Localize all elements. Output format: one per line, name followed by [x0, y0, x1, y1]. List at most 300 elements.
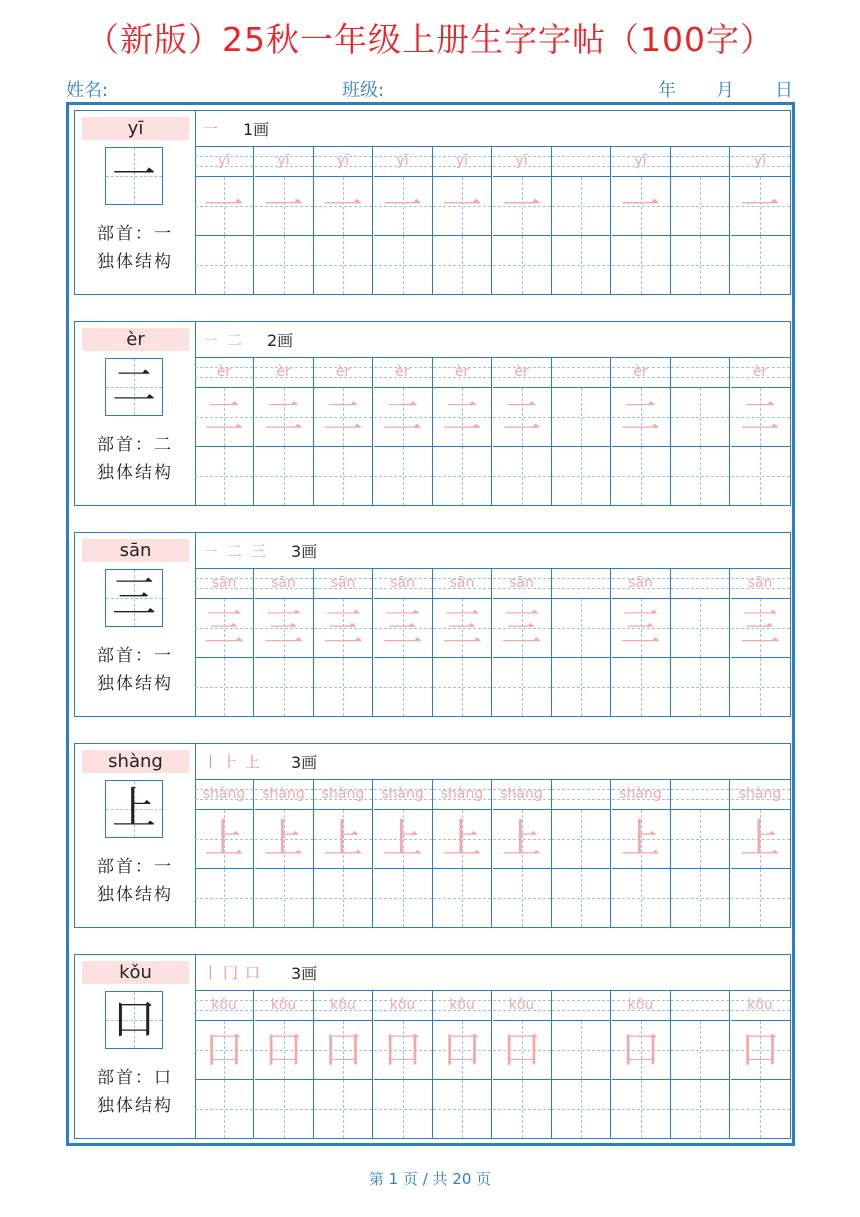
writing-cell[interactable]: [552, 599, 611, 658]
trace-pinyin: sān: [747, 575, 773, 591]
structure-label: 独体结构: [97, 252, 173, 272]
blank-writing-cell[interactable]: [612, 869, 671, 927]
pinyin-label: sān: [82, 539, 189, 562]
writing-cell[interactable]: [195, 1021, 254, 1080]
pinyin-cell[interactable]: [612, 780, 671, 810]
character-info: [75, 533, 196, 716]
trace-character: 口: [204, 1027, 244, 1073]
blank-writing-cell[interactable]: [255, 447, 314, 505]
pinyin-cell[interactable]: [552, 780, 611, 810]
pinyin-cell[interactable]: [433, 991, 492, 1021]
stroke-sequence: [203, 540, 277, 561]
writing-cell[interactable]: [493, 810, 552, 869]
stroke-step: 口: [245, 964, 261, 982]
trace-pinyin: sān: [449, 575, 475, 591]
pinyin-cell[interactable]: [671, 991, 730, 1021]
trace-pinyin: kǒu: [211, 997, 237, 1013]
character-block: [74, 954, 791, 1139]
pinyin-cell[interactable]: [255, 147, 314, 177]
writing-cell[interactable]: [374, 599, 433, 658]
radical-label: 部首：一: [97, 224, 173, 244]
model-character: 上: [112, 783, 156, 834]
stroke-order-row: [195, 111, 790, 147]
page-title: （新版）25秋一年级上册生字字帖（100字）: [86, 20, 774, 59]
trace-character: 二: [740, 394, 780, 440]
writing-cell[interactable]: [433, 1021, 492, 1080]
trace-character: 一: [620, 183, 661, 229]
radical-label: 部首：一: [97, 646, 173, 666]
blank-writing-cell[interactable]: [552, 658, 611, 716]
blank-writing-cell[interactable]: [731, 658, 790, 716]
model-character: 二: [112, 361, 156, 412]
writing-cell[interactable]: [195, 810, 254, 869]
blank-writing-cell[interactable]: [433, 1080, 492, 1138]
trace-pinyin: shàng: [262, 786, 305, 802]
blank-writing-cell[interactable]: [493, 869, 552, 927]
model-character: 三: [112, 572, 156, 623]
pinyin-cell[interactable]: [374, 147, 433, 177]
class-label: 班级:: [342, 80, 385, 101]
blank-writing-cell[interactable]: [671, 1080, 730, 1138]
blank-writing-cell[interactable]: [255, 236, 314, 294]
blank-writing-cell[interactable]: [671, 658, 730, 716]
stroke-step: ⺊: [223, 753, 239, 771]
blank-writing-cell[interactable]: [612, 658, 671, 716]
pinyin-cell[interactable]: [612, 569, 671, 599]
radical-label: 部首：二: [97, 435, 173, 455]
pinyin-cell[interactable]: [314, 569, 373, 599]
trace-character: 三: [740, 605, 780, 651]
blank-writing-cell[interactable]: [374, 236, 433, 294]
pinyin-cell[interactable]: [255, 358, 314, 388]
trace-character: 二: [382, 394, 423, 440]
blank-writing-cell[interactable]: [314, 1080, 373, 1138]
writing-grid: [195, 991, 790, 1138]
blank-writing-cell[interactable]: [552, 1080, 611, 1138]
pinyin-cell[interactable]: [374, 358, 433, 388]
stroke-sequence: [203, 751, 271, 772]
blank-writing-cell[interactable]: [314, 658, 373, 716]
month-label: 月: [716, 80, 734, 101]
trace-pinyin: yī: [396, 153, 409, 169]
writing-cell[interactable]: [671, 1021, 730, 1080]
writing-cell[interactable]: [433, 177, 492, 236]
pinyin-cell[interactable]: [493, 569, 552, 599]
blank-writing-cell[interactable]: [671, 236, 730, 294]
blank-writing-cell[interactable]: [195, 1080, 254, 1138]
day-label: 日: [775, 80, 793, 101]
writing-cell[interactable]: [314, 599, 373, 658]
blank-writing-cell[interactable]: [433, 658, 492, 716]
blank-writing-cell[interactable]: [731, 447, 790, 505]
stroke-step: 上: [245, 753, 261, 771]
pinyin-cell[interactable]: [314, 358, 373, 388]
pinyin-cell[interactable]: [374, 569, 433, 599]
writing-cell[interactable]: [493, 599, 552, 658]
trace-pinyin: èr: [633, 364, 648, 380]
pinyin-cell[interactable]: [314, 991, 373, 1021]
trace-character: 口: [620, 1027, 661, 1073]
pinyin-cell[interactable]: [195, 991, 254, 1021]
trace-character: 二: [263, 394, 304, 440]
stroke-count: 3画: [291, 542, 318, 561]
trace-pinyin: kǒu: [270, 997, 297, 1013]
trace-pinyin: shàng: [738, 786, 782, 802]
writing-cell[interactable]: [195, 388, 254, 447]
stroke-step: 二: [227, 331, 243, 349]
blank-writing-cell[interactable]: [433, 447, 492, 505]
trace-character: 一: [501, 183, 542, 229]
blank-writing-cell[interactable]: [731, 1080, 790, 1138]
stroke-sequence: [203, 118, 233, 139]
pinyin-cell[interactable]: [314, 780, 373, 810]
pinyin-cell[interactable]: [255, 780, 314, 810]
writing-cell[interactable]: [671, 810, 730, 869]
practice-area: [195, 111, 790, 294]
writing-cell[interactable]: [314, 810, 373, 869]
blank-writing-cell[interactable]: [195, 658, 254, 716]
writing-cell[interactable]: [255, 599, 314, 658]
blank-writing-cell[interactable]: [552, 869, 611, 927]
pinyin-cell[interactable]: [255, 991, 314, 1021]
stroke-sequence: [203, 329, 253, 350]
character-info: [75, 955, 196, 1138]
blank-writing-cell[interactable]: [731, 869, 790, 927]
blank-writing-cell[interactable]: [493, 236, 552, 294]
trace-character: 口: [323, 1027, 363, 1073]
pinyin-cell[interactable]: [314, 147, 373, 177]
writing-cell[interactable]: [255, 1021, 314, 1080]
blank-writing-cell[interactable]: [671, 869, 730, 927]
pinyin-cell[interactable]: [255, 569, 314, 599]
radical-label: 部首：口: [97, 1068, 173, 1088]
pinyin-cell[interactable]: [671, 780, 730, 810]
trace-pinyin: sān: [211, 575, 237, 591]
trace-character: 三: [501, 605, 542, 651]
pinyin-cell[interactable]: [731, 569, 790, 599]
trace-character: 三: [620, 605, 661, 651]
trace-pinyin: kǒu: [389, 997, 416, 1013]
stroke-step: 一: [203, 120, 219, 138]
pinyin-cell[interactable]: [552, 569, 611, 599]
trace-pinyin: èr: [514, 364, 529, 380]
trace-pinyin: shàng: [619, 786, 662, 802]
trace-character: 三: [323, 605, 363, 651]
page-footer: 第 1 页 / 共 20 页: [368, 1170, 492, 1188]
pinyin-cell[interactable]: [195, 358, 254, 388]
trace-pinyin: yī: [455, 153, 469, 169]
writing-cell[interactable]: [552, 177, 611, 236]
writing-cell[interactable]: [612, 388, 671, 447]
trace-character: 口: [501, 1027, 542, 1073]
writing-cell[interactable]: [671, 599, 730, 658]
writing-cell[interactable]: [195, 177, 254, 236]
trace-pinyin: yī: [515, 153, 528, 169]
trace-character: 一: [442, 183, 482, 229]
writing-cell[interactable]: [255, 177, 314, 236]
pinyin-label: kǒu: [82, 961, 189, 984]
blank-writing-cell[interactable]: [314, 236, 373, 294]
character-info: [75, 322, 196, 505]
trace-character: 一: [323, 183, 363, 229]
pinyin-cell[interactable]: [195, 780, 254, 810]
stroke-order-row: [195, 533, 790, 569]
stroke-step: 丨: [203, 753, 219, 771]
practice-area: [195, 533, 790, 716]
blank-writing-cell[interactable]: [374, 447, 433, 505]
character-box: [105, 780, 163, 838]
pinyin-cell[interactable]: [493, 991, 552, 1021]
pinyin-cell[interactable]: [731, 147, 790, 177]
trace-pinyin: kǒu: [508, 997, 535, 1013]
blank-writing-cell[interactable]: [433, 236, 492, 294]
writing-cell[interactable]: [493, 177, 552, 236]
trace-pinyin: èr: [395, 364, 410, 380]
pinyin-label: yī: [82, 117, 189, 140]
trace-pinyin: yī: [336, 153, 350, 169]
stroke-order-row: [195, 322, 790, 358]
writing-cell[interactable]: [255, 388, 314, 447]
trace-pinyin: sān: [390, 575, 415, 591]
pinyin-cell[interactable]: [195, 147, 254, 177]
writing-cell[interactable]: [671, 388, 730, 447]
writing-cell[interactable]: [433, 388, 492, 447]
pinyin-cell[interactable]: [374, 991, 433, 1021]
trace-pinyin: èr: [752, 364, 768, 380]
structure-label: 独体结构: [97, 674, 173, 694]
pinyin-label: èr: [82, 328, 189, 351]
stroke-step: 三: [251, 542, 267, 560]
structure-label: 独体结构: [97, 885, 173, 905]
pinyin-cell[interactable]: [671, 569, 730, 599]
writing-cell[interactable]: [314, 1021, 373, 1080]
model-character: 口: [112, 994, 156, 1045]
stroke-count: 3画: [291, 753, 318, 772]
trace-character: 上: [620, 816, 661, 862]
trace-character: 三: [263, 605, 304, 651]
trace-pinyin: shàng: [500, 786, 543, 802]
writing-grid: [195, 569, 790, 716]
trace-pinyin: kǒu: [747, 997, 773, 1013]
blank-writing-cell[interactable]: [493, 447, 552, 505]
writing-cell[interactable]: [731, 810, 790, 869]
stroke-order-row: [195, 744, 790, 780]
trace-character: 三: [382, 605, 423, 651]
trace-pinyin: kǒu: [449, 997, 475, 1013]
writing-cell[interactable]: [731, 177, 790, 236]
stroke-order-row: [195, 955, 790, 991]
trace-character: 一: [382, 183, 423, 229]
blank-writing-cell[interactable]: [255, 658, 314, 716]
stroke-step: 丨: [203, 964, 219, 982]
blank-writing-cell[interactable]: [255, 1080, 314, 1138]
blank-writing-cell[interactable]: [314, 869, 373, 927]
writing-cell[interactable]: [731, 599, 790, 658]
writing-cell[interactable]: [433, 810, 492, 869]
writing-grid: [195, 358, 790, 505]
trace-pinyin: yī: [217, 153, 231, 169]
blank-writing-cell[interactable]: [552, 236, 611, 294]
writing-cell[interactable]: [612, 1021, 671, 1080]
pinyin-cell[interactable]: [731, 780, 790, 810]
pinyin-cell[interactable]: [552, 358, 611, 388]
pinyin-cell[interactable]: [731, 991, 790, 1021]
writing-cell[interactable]: [552, 1021, 611, 1080]
writing-cell[interactable]: [552, 388, 611, 447]
writing-cell[interactable]: [374, 810, 433, 869]
year-label: 年: [658, 80, 676, 101]
pinyin-cell[interactable]: [433, 780, 492, 810]
blank-writing-cell[interactable]: [374, 869, 433, 927]
character-info: [75, 744, 196, 927]
pinyin-cell[interactable]: [552, 991, 611, 1021]
trace-pinyin: sān: [330, 575, 356, 591]
pinyin-cell[interactable]: [612, 991, 671, 1021]
character-box: [105, 569, 163, 627]
character-block: [74, 321, 791, 506]
blank-writing-cell[interactable]: [612, 447, 671, 505]
writing-cell[interactable]: [731, 1021, 790, 1080]
writing-cell[interactable]: [552, 810, 611, 869]
trace-pinyin: shàng: [440, 786, 484, 802]
stroke-count: 3画: [291, 964, 318, 983]
name-label: 姓名:: [66, 80, 109, 101]
blank-writing-cell[interactable]: [433, 869, 492, 927]
pinyin-cell[interactable]: [493, 147, 552, 177]
trace-character: 三: [204, 605, 244, 651]
writing-cell[interactable]: [314, 177, 373, 236]
trace-pinyin: sān: [271, 575, 296, 591]
blank-writing-cell[interactable]: [493, 1080, 552, 1138]
writing-grid: [195, 147, 790, 294]
pinyin-cell[interactable]: [493, 780, 552, 810]
trace-character: 上: [382, 816, 423, 862]
writing-cell[interactable]: [255, 810, 314, 869]
character-block: [74, 532, 791, 717]
pinyin-cell[interactable]: [433, 358, 492, 388]
writing-cell[interactable]: [374, 388, 433, 447]
blank-writing-cell[interactable]: [195, 447, 254, 505]
trace-pinyin: yī: [634, 153, 647, 169]
stroke-count: 1画: [243, 120, 270, 139]
model-character: 一: [112, 150, 156, 201]
writing-cell[interactable]: [671, 177, 730, 236]
practice-area: [195, 322, 790, 505]
stroke-step: 二: [227, 542, 243, 560]
writing-cell[interactable]: [612, 599, 671, 658]
trace-character: 一: [263, 183, 304, 229]
practice-sheet: [66, 102, 795, 1146]
trace-character: 二: [204, 394, 244, 440]
trace-character: 二: [501, 394, 542, 440]
writing-cell[interactable]: [493, 388, 552, 447]
writing-cell[interactable]: [374, 1021, 433, 1080]
trace-character: 二: [323, 394, 363, 440]
pinyin-cell[interactable]: [671, 358, 730, 388]
blank-writing-cell[interactable]: [255, 869, 314, 927]
pinyin-cell[interactable]: [433, 569, 492, 599]
writing-cell[interactable]: [612, 177, 671, 236]
trace-pinyin: èr: [454, 364, 470, 380]
trace-character: 上: [442, 816, 482, 862]
trace-character: 口: [382, 1027, 423, 1073]
pinyin-cell[interactable]: [493, 358, 552, 388]
trace-character: 二: [620, 394, 661, 440]
trace-pinyin: sān: [509, 575, 534, 591]
stroke-count: 2画: [267, 331, 294, 350]
writing-cell[interactable]: [314, 388, 373, 447]
pinyin-cell[interactable]: [612, 147, 671, 177]
character-block: [74, 110, 791, 295]
writing-cell[interactable]: [374, 177, 433, 236]
pinyin-cell[interactable]: [612, 358, 671, 388]
blank-writing-cell[interactable]: [374, 658, 433, 716]
blank-writing-cell[interactable]: [612, 236, 671, 294]
trace-character: 口: [442, 1027, 482, 1073]
trace-character: 上: [501, 816, 542, 862]
writing-cell[interactable]: [433, 599, 492, 658]
pinyin-cell[interactable]: [433, 147, 492, 177]
trace-pinyin: shàng: [202, 786, 246, 802]
blank-writing-cell[interactable]: [374, 1080, 433, 1138]
trace-pinyin: shàng: [381, 786, 424, 802]
character-box: [105, 147, 163, 205]
practice-area: [195, 744, 790, 927]
pinyin-cell[interactable]: [671, 147, 730, 177]
trace-pinyin: kǒu: [627, 997, 654, 1013]
trace-character: 上: [740, 816, 780, 862]
trace-pinyin: yī: [277, 153, 290, 169]
stroke-step: ㇐: [203, 331, 219, 349]
character-info: [75, 111, 196, 294]
trace-character: 上: [263, 816, 304, 862]
blank-writing-cell[interactable]: [731, 236, 790, 294]
trace-pinyin: shàng: [321, 786, 365, 802]
pinyin-cell[interactable]: [374, 780, 433, 810]
trace-pinyin: yī: [753, 153, 767, 169]
blank-writing-cell[interactable]: [671, 447, 730, 505]
pinyin-cell[interactable]: [731, 358, 790, 388]
stroke-step: 冂: [223, 964, 239, 982]
blank-writing-cell[interactable]: [552, 447, 611, 505]
blank-writing-cell[interactable]: [493, 658, 552, 716]
trace-character: 一: [740, 183, 780, 229]
pinyin-cell[interactable]: [552, 147, 611, 177]
blank-writing-cell[interactable]: [314, 447, 373, 505]
trace-character: 口: [263, 1027, 304, 1073]
pinyin-cell[interactable]: [195, 569, 254, 599]
trace-pinyin: sān: [628, 575, 653, 591]
writing-cell[interactable]: [612, 810, 671, 869]
structure-label: 独体结构: [97, 463, 173, 483]
character-block: [74, 743, 791, 928]
blank-writing-cell[interactable]: [612, 1080, 671, 1138]
writing-cell[interactable]: [493, 1021, 552, 1080]
stroke-step: ㇐: [203, 542, 219, 560]
trace-character: 一: [204, 183, 244, 229]
trace-character: 二: [442, 394, 482, 440]
blank-writing-cell[interactable]: [195, 236, 254, 294]
writing-cell[interactable]: [731, 388, 790, 447]
blank-writing-cell[interactable]: [195, 869, 254, 927]
structure-label: 独体结构: [97, 1096, 173, 1116]
pinyin-label: shàng: [82, 750, 189, 773]
writing-cell[interactable]: [195, 599, 254, 658]
trace-character: 上: [323, 816, 363, 862]
character-box: [105, 991, 163, 1049]
trace-character: 三: [442, 605, 482, 651]
trace-character: 口: [740, 1027, 780, 1073]
